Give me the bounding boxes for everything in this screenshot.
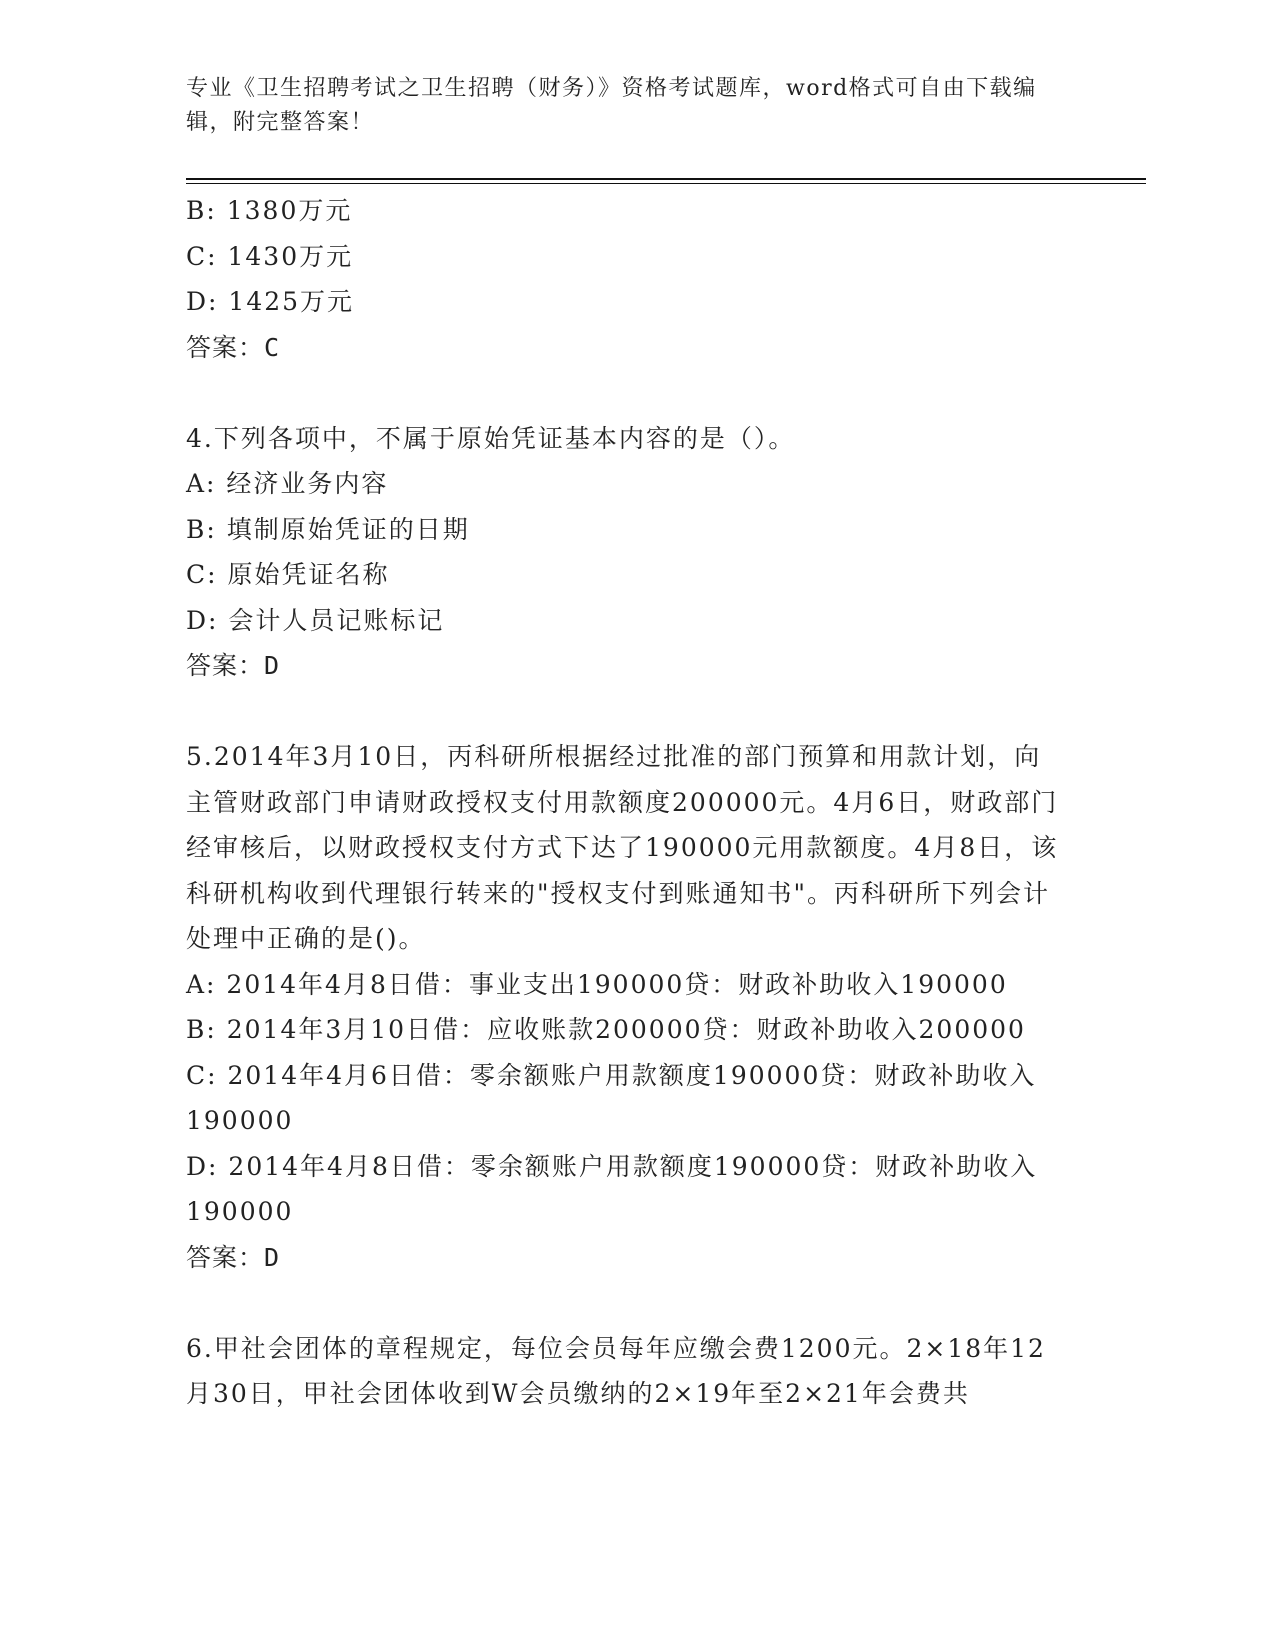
spacer [186,689,1066,735]
question-content [186,188,1066,1417]
question-stem: 6.甲社会团体的章程规定，每位会员每年应缴会费1200元。2×18年12月30日，甲社会团体收到W会员缴纳的2×19年至2×21年会费共 [186,1333,1046,1408]
header-rule-thin [186,183,1146,184]
question-3-tail [186,188,1066,370]
option-c: C: 原始凭证名称 [186,560,390,589]
option-c: C: 2014年4月6日借：零余额账户用款额度190000贷：财政补助收入190000 [186,1060,1037,1135]
question-stem: 5.2014年3月10日，丙科研所根据经过批准的部门预算和用款计划，向主管财政部门申请财政授权支付用款额度200000元。4月6日，财政部门经审核后，以财政授权支付方式下达了190000元用款额度。4月8日，该科研机构收到代理银行转来的"授权支付到账通知书"。丙科研所下列会计处理中正确的是()。 [186,742,1059,953]
option-a: A: 2014年4月8日借：事业支出190000贷：财政补助收入190000 [186,969,1008,999]
answer: 答案：D [186,1242,281,1272]
question-stem: 4.下列各项中，不属于原始凭证基本内容的是（）。 [186,423,796,453]
option-d: D: 2014年4月8日借：零余额账户用款额度190000贷：财政补助收入190000 [186,1151,1038,1226]
option-c: C: 1430万元 [186,241,354,271]
answer: 答案：D [186,651,281,680]
option-b: B: 2014年3月10日借：应收账款200000贷：财政补助收入200000 [186,1015,1026,1044]
option-d: D: 1425万元 [186,287,355,316]
answer: 答案：C [186,332,281,362]
spacer [186,370,1066,416]
question-5 [186,734,1066,1280]
option-b: B: 1380万元 [186,196,353,225]
option-a: A: 经济业务内容 [186,469,389,498]
page-header: 专业《卫生招聘考试之卫生招聘（财务）》资格考试题库，word格式可自由下载编辑，附完整答案！ [186,76,1037,135]
question-4 [186,416,1066,689]
option-d: D: 会计人员记账标记 [186,605,445,635]
header-rule [186,178,1146,180]
question-6 [186,1326,1066,1417]
spacer [186,1280,1066,1326]
option-b: B: 填制原始凭证的日期 [186,514,470,544]
